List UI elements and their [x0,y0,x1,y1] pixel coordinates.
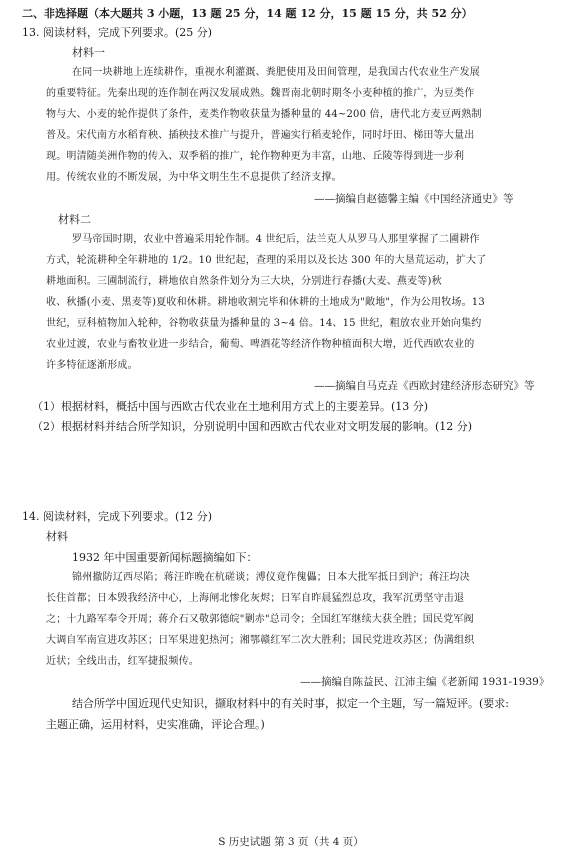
question-14-material-title: 材料 [46,530,68,543]
question-13-heading: 13. 阅读材料，完成下列要求。(25 分) [22,26,213,39]
material-2-line: 许多特征逐渐形成。 [46,360,138,371]
question-13-ask-1: （1）根据材料，概括中国与西欧古代农业在土地利用方式上的主要差异。(13 分) [32,400,429,413]
material-1-source: ——摘编自赵德馨主编《中国经济通史》等 [314,193,514,205]
material-2-title: 材料二 [58,213,91,226]
material-2-line: 罗马帝国时期，农业中普遍采用轮作制。4 世纪后，法兰克人从罗马人那里掌握了二圃耕作 [72,234,480,245]
headline-line: 之；十九路军奉令开周；蒋介石又敬郭德皖"剿赤"总司令；全国红军继续大获全胜；国民党军阀 [46,614,474,625]
material-1-line: 物与大、小麦的轮作提供了条件，麦类作物收获量为播种量的 44~200 倍，唐代北方麦豆两熟制 [46,109,482,120]
material-1-title: 材料一 [72,46,105,59]
material-2-source: ——摘编自马克垚《西欧封建经济形态研究》等 [314,380,535,392]
page-footer: S 历史试题 第 3 页（共 4 页） [218,836,364,848]
headline-line: 长住首都；日本毁我经济中心，上海闸北惨化灰烬；日军自昨晨猛烈总攻，我军沉勇坚守击退 [46,593,465,604]
material-1-line: 普及。宋代南方水稻育秧、插秧技术推广与提升，普遍实行稻麦轮作，同时圩田、梯田等大量出 [46,130,475,141]
material-1-line: 现。明清随美洲作物的传入、双季稻的推广，轮作物种更为丰富，山地、丘陵等得到进一步利 [46,151,465,162]
question-14-heading: 14. 阅读材料，完成下列要求。(12 分) [22,510,213,523]
material-2-line: 世纪，豆科植物加入轮种，谷物收获量为播种量的 3~4 倍。14、15 世纪，粗放农业开始向集约 [46,318,482,329]
headline-line: 锦州撤防辽西尽陷；蒋汪昨晚在杭磋谈；溥仪竟作傀儡；日本大批军抵日到沪；蒋汪均决 [72,572,470,583]
material-1-line: 在同一块耕地上连续耕作，重视水利灌溉、粪肥使用及田间管理，是我国古代农业生产发展 [72,67,480,78]
material-2-line: 收、秋播(小麦、黑麦等)夏收和休耕。耕地收割完毕和休耕的土地成为"敞地"，作为公用牧场。13 [46,297,485,308]
material-2-line: 耕地面积。三圃制流行，耕地依自然条件划分为三大块，分别进行春播(大麦、燕麦等)秋 [46,276,442,287]
question-14-task-line: 结合所学中国近现代史知识，撷取材料中的有关时事，拟定一个主题，写一篇短评。(要求: [72,697,509,710]
question-14-intro: 1932 年中国重要新闻标题摘编如下： [72,551,258,564]
material-2-line: 农业过渡，农业与畜牧业进一步结合，葡萄、啤酒花等经济作物种植面积大增，近代西欧农业的 [46,339,475,350]
headline-line: 近状；全线出击，红军捷报频传。 [46,656,199,667]
material-2-line: 方式，轮流耕种全年耕地的 1/2。10 世纪起，查理的采用以及长达 300 年的大垦荒运动，扩大了 [46,255,487,266]
material-1-line: 用。传统农业的不断发展，为中华文明生生不息提供了经济支撑。 [46,172,342,183]
question-14-task-line: 主题正确，运用材料，史实准确，评论合理。) [46,718,265,731]
headline-line: 大调自军南宣进攻苏区；日军果进犯热河；湘鄂赣红军二次大胜利；国民党进攻苏区；伪满组织 [46,635,475,646]
section-heading: 二、非选择题（本大题共 3 小题，13 题 25 分，14 题 12 分，15 题 15 分，共 52 分） [22,7,473,20]
question-14-source: ——摘编自陈益民、江沛主编《老新闻 1931-1939》 [300,676,550,688]
material-1-line: 的重要特征。先秦出现的连作制在两汉发展成熟。魏晋南北朝时期冬小麦种植的推广，为豆类作 [46,88,475,99]
question-13-ask-2: （2）根据材料并结合所学知识，分别说明中国和西欧古代农业对文明发展的影响。(12 分) [32,420,473,433]
